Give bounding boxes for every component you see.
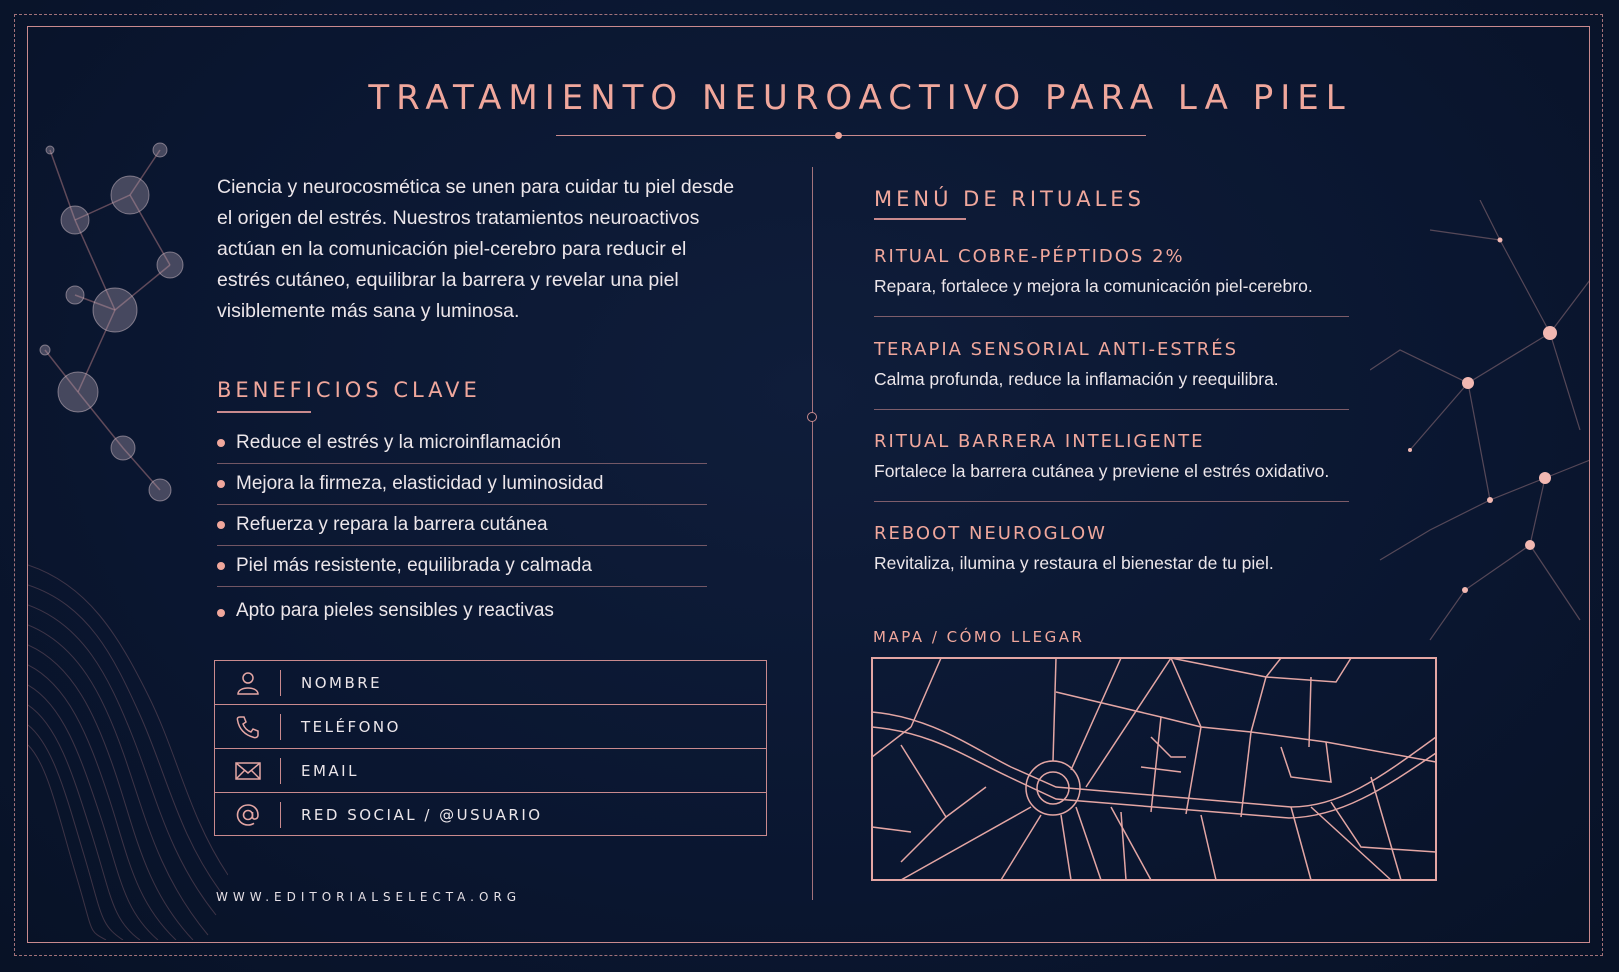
website-url[interactable]: WWW.EDITORIALSELECTA.ORG <box>216 890 522 904</box>
rituals-heading: MENÚ DE RITUALES <box>874 187 1145 211</box>
field-separator <box>280 802 281 828</box>
field-separator <box>280 670 281 696</box>
rituals-heading-underline <box>874 218 966 220</box>
benefits-heading: BENEFICIOS CLAVE <box>217 378 481 402</box>
divider-ornament <box>807 412 817 422</box>
name-field-label: NOMBRE <box>301 674 383 692</box>
street-map[interactable] <box>871 657 1437 881</box>
phone-icon <box>235 715 261 739</box>
field-separator <box>280 758 281 784</box>
list-item: Mejora la firmeza, elasticidad y luminosidad <box>217 464 707 505</box>
phone-field[interactable] <box>215 705 766 749</box>
ritual-description: Repara, fortalece y mejora la comunicación piel-cerebro. <box>874 276 1313 296</box>
ritual-name: RITUAL COBRE-PÉPTIDOS 2% <box>874 246 1185 267</box>
ritual-item <box>874 246 1354 297</box>
at-icon <box>235 803 261 827</box>
page-title: TRATAMIENTO NEUROACTIVO PARA LA PIEL <box>368 78 1352 118</box>
ritual-description: Calma profunda, reduce la inflamación y reequilibra. <box>874 369 1279 389</box>
user-icon <box>235 671 261 695</box>
list-item: Apto para pieles sensibles y reactivas <box>217 587 707 631</box>
phone-field-label: TELÉFONO <box>301 718 401 736</box>
social-field[interactable] <box>215 793 766 837</box>
field-separator <box>280 714 281 740</box>
ritual-item <box>874 431 1354 482</box>
benefits-heading-underline <box>217 411 311 413</box>
name-field[interactable] <box>215 661 766 705</box>
social-field-label: RED SOCIAL / @USUARIO <box>301 806 543 824</box>
email-field-label: EMAIL <box>301 762 359 780</box>
benefits-list <box>217 423 707 631</box>
ritual-description: Fortalece la barrera cutánea y previene el estrés oxidativo. <box>874 461 1330 481</box>
title-ornament-dot <box>835 132 842 139</box>
map-heading: MAPA / CÓMO LLEGAR <box>873 628 1085 646</box>
list-item: Reduce el estrés y la microinflamación <box>217 423 707 464</box>
ritual-item <box>874 523 1354 574</box>
list-item: Refuerza y repara la barrera cutánea <box>217 505 707 546</box>
ritual-name: REBOOT NEUROGLOW <box>874 523 1107 544</box>
email-field[interactable] <box>215 749 766 793</box>
envelope-icon <box>235 759 261 783</box>
ritual-name: RITUAL BARRERA INTELIGENTE <box>874 431 1205 452</box>
ritual-name: TERAPIA SENSORIAL ANTI-ESTRÉS <box>874 339 1239 360</box>
ritual-divider <box>874 501 1349 502</box>
ritual-item <box>874 339 1354 390</box>
ritual-description: Revitaliza, ilumina y restaura el bienestar de tu piel. <box>874 553 1274 573</box>
ritual-divider <box>874 409 1349 410</box>
list-item: Piel más resistente, equilibrada y calmada <box>217 546 707 587</box>
intro-paragraph: Ciencia y neurocosmética se unen para cuidar tu piel desde el origen del estrés. Nuestros tratamientos neuroactivos actúan en la comunicación piel-cerebro para reducir el estrés cutáneo, equilibrar la barrera y revelar una piel visiblemente más sana y luminosa. <box>217 176 735 322</box>
column-divider <box>812 167 813 900</box>
contact-form <box>214 660 767 836</box>
title-underline <box>556 135 1146 136</box>
ritual-divider <box>874 316 1349 317</box>
